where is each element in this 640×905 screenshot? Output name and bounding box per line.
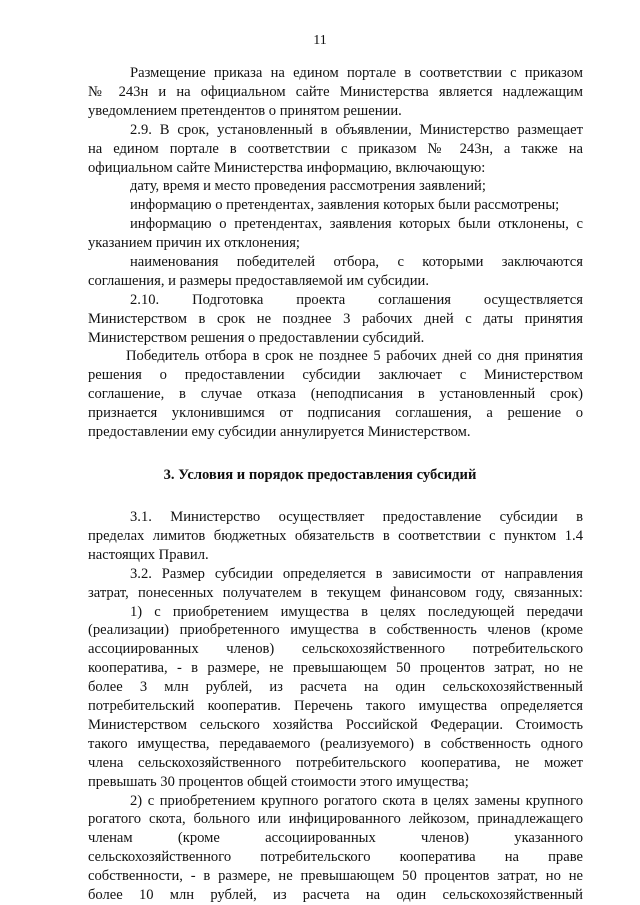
text-line: соглашение, в случае отказа (неподписания в установленный срок) [88,386,583,403]
page-number: 11 [313,33,327,48]
text-line: пределах лимитов бюджетных обязательств в соответствии с пунктом 1.4 [88,528,583,544]
text-line: официальном сайте Министерства информацию, включающую: [88,159,486,176]
text-line: более 10 млн рублей, из расчета на один сельскохозяйственный [88,887,583,903]
text-line: такого имущества, передаваемого (реализуемого) в собственность одного [88,735,583,752]
text-line: потребительский кооператив. Перечень такого имущества определяется [88,698,583,714]
text-line: Министерством в срок не позднее 3 рабочих дней с даты принятия [88,310,583,327]
text-line: (реализации) приобретенного имущества в собственность членов (кроме [88,622,583,639]
text-line: рогатого скота, больного или инфицированного лейкозом, принадлежащего [88,811,583,828]
text-line: Победитель отбора в срок не позднее 5 рабочих дней со дня принятия [126,348,583,365]
text-line: уведомлением претендентов о принятом решении. [88,102,402,119]
text-line: ассоциированных членов) сельскохозяйственного потребительского [88,641,583,658]
text-line: дату, время и место проведения рассмотрения заявлений; [130,178,486,195]
text-line: указанием причин их отклонения; [88,235,300,252]
text-line: членам (кроме ассоциированных членов) указанного [88,830,583,847]
text-line: информацию о претендентах, заявления которых были отклонены, с [130,216,583,233]
text-line: на едином портале в соответствии с приказом № 243н, а также на [88,140,583,157]
text-line: сельскохозяйственного потребительского кооператива на праве [88,849,583,866]
text-line: собственности, - в размере, не превышающем 50 процентов затрат, но не [88,868,583,885]
text-line: 2) с приобретением крупного рогатого скота в целях замены крупного [130,792,583,809]
text-line: настоящих Правил. [88,546,209,563]
text-line: 1) с приобретением имущества в целях последующей передачи [130,603,583,620]
text-line: превышать 30 процентов общей стоимости этого имущества; [88,773,469,790]
text-line: более 3 млн рублей, из расчета на один сельскохозяйственный [88,679,583,696]
text-line: 3.1. Министерство осуществляет предоставление субсидии в [130,509,583,526]
text-line: 3.2. Размер субсидии определяется в зависимости от направления [130,565,583,582]
text-line: Размещение приказа на едином портале в соответствии с приказом [130,65,583,81]
text-line: кооператива, - в размере, не превышающем 50 процентов затрат, но не [88,660,583,677]
section-heading: 3. Условия и порядок предоставления субсидий [163,466,477,483]
text-line: предоставлении ему субсидии аннулируется Министерством. [88,424,471,440]
text-line: № 243н и на официальном сайте Министерства является надлежащим [88,83,583,100]
text-line: признается уклонившимся от подписания соглашения, а решение о [88,405,583,422]
text-line: соглашения, и размеры предоставляемой им субсидии. [88,272,430,289]
text-line: Министерством сельского хозяйства Российской Федерации. Стоимость [88,716,583,733]
text-line: члена сельскохозяйственного потребительского кооператива, не может [88,754,583,771]
text-line: затрат, понесенных получателем в текущем финансовом году, связанных: [88,584,583,601]
text-line: информацию о претендентах, заявления которых были рассмотрены; [130,197,560,214]
text-line: решения о предоставлении субсидии заключает с Министерством [88,367,583,384]
text-line: Министерством решения о предоставлении субсидий. [88,329,425,346]
text-line: 2.9. В срок, установленный в объявлении, Министерство размещает [130,121,583,138]
text-line: наименования победителей отбора, с которыми заключаются [130,254,583,270]
text-line: 2.10. Подготовка проекта соглашения осуществляется [130,291,583,308]
